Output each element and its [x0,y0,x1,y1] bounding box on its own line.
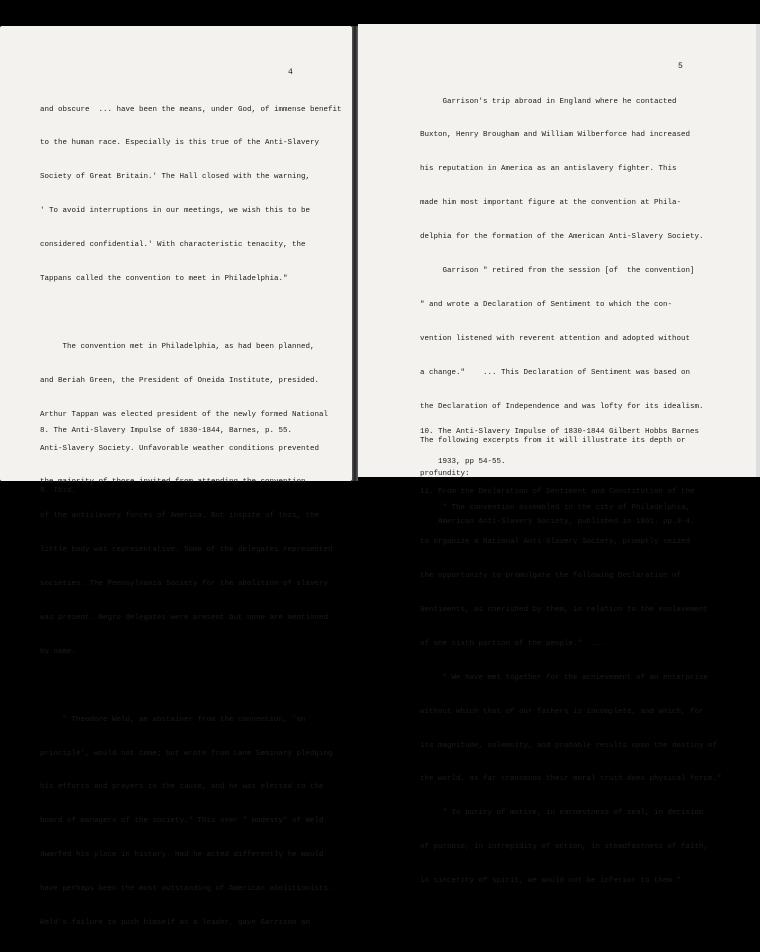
text-line: The convention met in Philadelphia, as had been planned, [40,342,315,351]
text-line: have perhaps been the most outstanding of American abolitionists. [40,885,333,894]
text-line: the majority of those invited from attending the convention [40,478,306,487]
text-line: Anti-Slavery Society. Unfavorable weather conditions prevented [40,444,320,453]
text-line: Weld's failure to push himself as a leader, gave Garrison an [40,918,311,927]
footnote: 10. The Anti-Slavery Impulse of 1830-1844 Gilbert Hobbs Barnes [420,428,700,436]
text-line: Society of Great Britain.' The Hall closed with the warning, [40,173,311,182]
text-line: of the antislavery forces of America. But inspite of this, the [40,512,320,521]
text-line: " and wrote a Declaration of Sentiment to which the con- [420,300,673,309]
text-line: principle', would not come; but wrote from Lane Seminary pledging [40,749,333,758]
text-line: The following excerpts from it will illustrate its depth or [420,436,686,445]
text-line: ' To avoid interruptions in our meetings, we wish this to be [40,207,311,216]
footnote: 11. From the Declaration of Sentiment and Constitution of the [420,488,695,496]
left-page [0,26,352,927]
footnote: 9. Ibid. [40,487,77,495]
text-line: was present. Negro delegates were present but none are mentioned [40,613,329,622]
text-line: made him most important figure at the convention at Phila- [420,199,682,208]
footnote [40,456,292,466]
text-line: of one sixth portion of the people." ... [420,639,605,648]
right-page [358,24,760,886]
text-line: his reputation in America as an antislavery fighter. This [420,165,677,174]
page-number: 5 [678,62,683,71]
footnote: 8. The Anti-Slavery Impulse of 1830-1844, Barnes, p. 55. [40,427,293,435]
text-line: profundity: [420,470,470,479]
footnote: 1933, pp 54-55. [420,458,506,466]
text-line: Garrison " retired from the session [of the convention] [420,267,695,276]
text-line: board of managers of the society." This over " modesty" of Weld [40,817,324,826]
text-line: its magnitude, solemnity, and probable results upon the destiny of [420,741,718,750]
text-line: his efforts and prayers to the cause, and he was elected to the [40,783,324,792]
page-number: 4 [288,68,293,77]
text-line: to organize a National Anti-Slavery Society, promptly seized [420,538,691,547]
text-line: " In purity of motive, in earnestness of zeal, in decision [420,809,704,818]
text-line: Buxton, Henry Brougham and William Wilberforce had increased [420,131,691,140]
text-line: vention listened with reverent attention and adopted without [420,334,691,343]
text-line: and obscure ... have been the means, under God, of immense benefit [40,105,342,114]
text-line: without which that of our fathers is incomplete, and which, for [420,707,704,716]
footnote: American Anti-Slavery Society, published in 1861. pp.3-4. [420,518,695,526]
text-line: in sincerity of spirit, we would not be inferior to them." [420,877,682,886]
text-line: and Beriah Green, the President of Oneida Institute, presided. [40,376,320,385]
text-line: " The convention assembled in the city of Philadelphia, [420,504,691,513]
text-line: to the human race. Especially is this true of the Anti-Slavery [40,139,320,148]
text-line: Garrison's trip abroad in England where he contacted [420,97,677,106]
text-line: a change." ... This Declaration of Sentiment was based on [420,368,691,377]
text-line: by name. [40,647,77,656]
text-line: the Declaration of Independence and was lofty for its idealism. [420,402,704,411]
footnotes [40,406,292,516]
text-line: dwarfed his place in history. Had he acted differently he would [40,851,324,860]
text-line: Sentiments, as cherished by them, in relation to the enslavement [420,605,709,614]
text-line: Tappans called the convention to meet in Philadelphia." [40,275,288,284]
page-edge [756,24,760,477]
body-text [40,82,342,952]
text-line: of purpose, in intrepidity of action, in steadfastness of faith, [420,843,709,852]
text-line: little body was representative. Some of the delegates represented [40,546,333,555]
text-line [40,681,342,692]
text-line: Arthur Tappan was elected president of the newly formed National [40,410,329,419]
text-line: delphia for the formation of the American Anti-Slavery Society. [420,233,704,242]
text-line: " Theodore Weld, an abstainer from the convention, 'on [40,715,306,724]
text-line: " We have met together for the achievement of an enterprise [420,673,709,682]
text-line: the world, as far transends their moral truth does physical force." [420,775,722,784]
text-line [40,308,342,319]
text-line: societies. The Pennsylvania Society for the abolition of slavery [40,580,329,589]
text-line: considered confidential.' With characteristic tenacity, the [40,241,306,250]
footnotes [420,407,699,547]
text-line: the opportunity to promulgate the following Declaration of [420,572,682,581]
